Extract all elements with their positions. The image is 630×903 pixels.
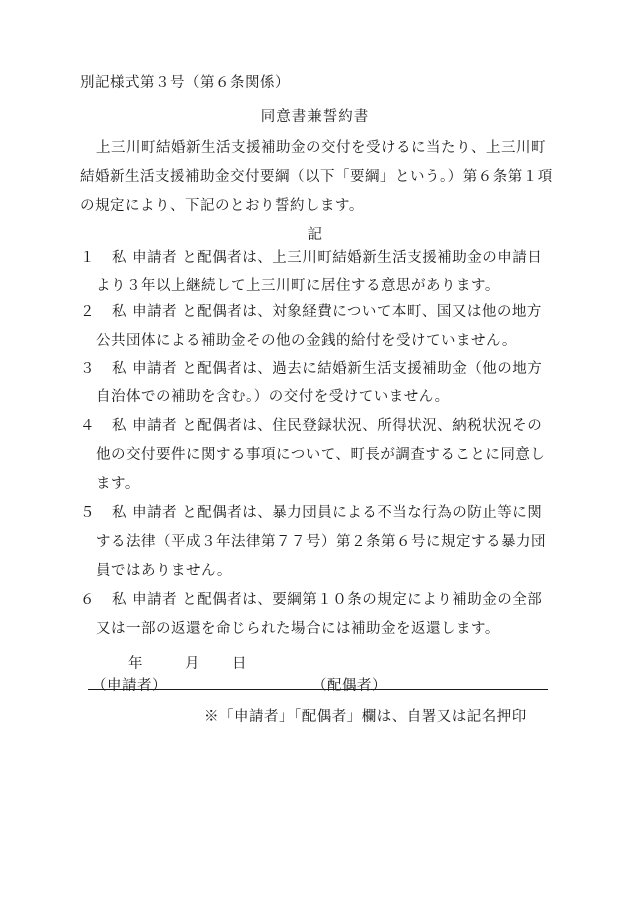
- date-year-label: 年: [128, 656, 143, 672]
- signature-underline: [88, 689, 548, 690]
- item-number: ４: [80, 418, 95, 434]
- ki-heading: 記: [307, 227, 323, 243]
- item-text: する法律（平成３年法律第７７号）第２条第６号に規定する暴力団: [96, 534, 546, 550]
- item-number: ２: [80, 304, 95, 320]
- date-month-label: 月: [185, 656, 200, 672]
- item-number: ３: [80, 361, 95, 377]
- item-number: ６: [80, 592, 95, 608]
- item-text: 他の交付要件に関する事項について、町長が調査することに同意し: [96, 447, 546, 463]
- item-text: より３年以上継続して上三川町に居住する意思があります。: [96, 278, 500, 294]
- item-number: ５: [80, 505, 95, 521]
- item-text: 私 申請者 と配偶者は、上三川町結婚新生活支援補助金の申請日: [112, 250, 543, 266]
- item-number: １: [80, 250, 95, 266]
- item-text: 自治体での補助を含む。）の交付を受けていません。: [96, 389, 450, 405]
- document-title: 同意書兼誓約書: [260, 109, 370, 125]
- item-text: 私 申請者 と配偶者は、過去に結婚新生活支援補助金（他の地方: [112, 361, 543, 377]
- form-number: 別記様式第３号（第６条関係）: [80, 75, 290, 91]
- item-text: 私 申請者 と配偶者は、要綱第１０条の規定により補助金の全部: [112, 592, 543, 608]
- item-text: 私 申請者 と配偶者は、暴力団員による不当な行為の防止等に関: [112, 505, 543, 521]
- item-text: 公共団体による補助金その他の金銭的給付を受けていません。: [96, 333, 517, 349]
- item-text: ます。: [96, 476, 140, 492]
- item-text: 員ではありません。: [96, 563, 232, 579]
- applicant-signature-label: （申請者）: [92, 678, 167, 694]
- item-text: 私 申請者 と配偶者は、対象経費について本町、国又は他の地方: [112, 304, 542, 320]
- item-text: 私 申請者 と配偶者は、住民登録状況、所得状況、納税状況その: [112, 418, 543, 434]
- intro-line: 結婚新生活支援補助金交付要綱（以下「要綱」という。）第６条第１項: [80, 169, 553, 185]
- date-day-label: 日: [232, 656, 247, 672]
- intro-line: 上三川町結婚新生活支援補助金の交付を受けるに当たり、上三川町: [96, 140, 546, 156]
- intro-line: の規定により、下記のとおり誓約します。: [80, 198, 364, 214]
- item-text: 又は一部の返還を命じられた場合には補助金を返還します。: [96, 621, 500, 637]
- spouse-signature-label: （配偶者）: [312, 678, 387, 694]
- signature-note: ※「申請者」「配偶者」欄は、自署又は記名押印: [204, 709, 527, 725]
